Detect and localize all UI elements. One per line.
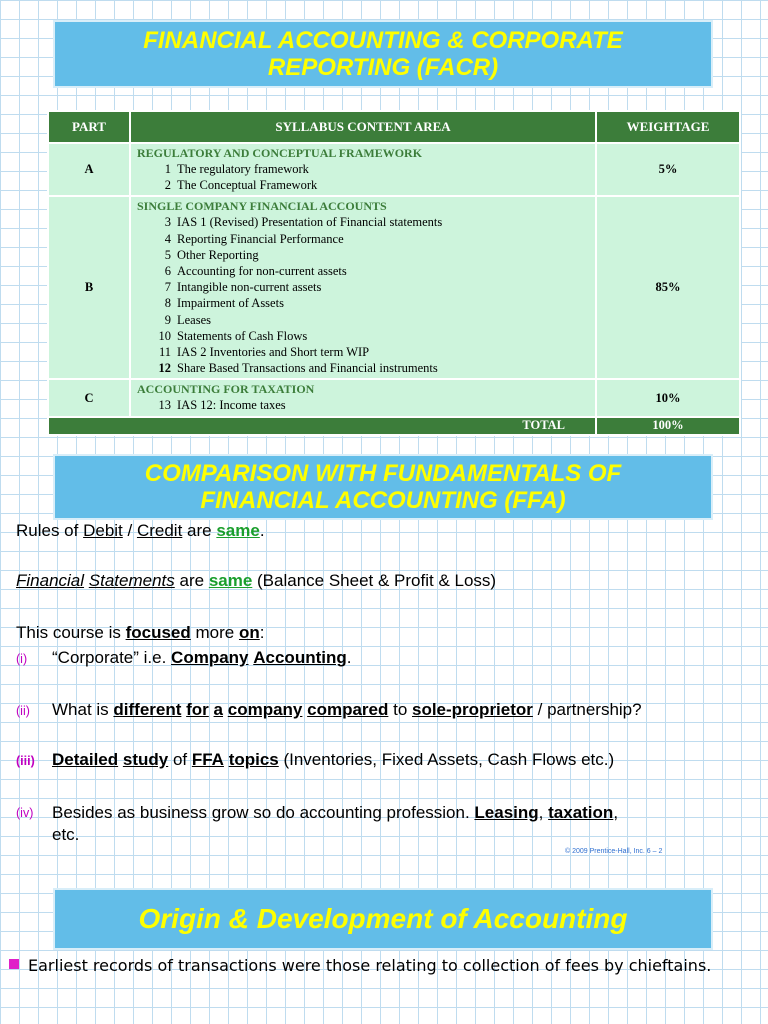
total-label: TOTAL: [48, 417, 596, 435]
leasing-term: Leasing: [474, 803, 539, 822]
origin-title: Origin & Development of Accounting: [138, 903, 628, 934]
text-segment: ,: [613, 803, 619, 822]
roman-numeral: (iv): [16, 806, 34, 820]
topic-item: [137, 161, 589, 177]
topic-item: [137, 344, 589, 360]
text-segment: Rules of: [16, 521, 84, 540]
square-bullet-icon: [9, 959, 19, 969]
table-row: [48, 379, 740, 416]
text-segment: to: [388, 700, 412, 719]
topic-number: 3: [164, 215, 171, 230]
statements-line: [16, 571, 496, 591]
origin-title-banner: [53, 888, 713, 950]
section-title: REGULATORY AND CONCEPTUAL FRAMEWORK: [137, 146, 423, 160]
for-term: for: [186, 700, 209, 719]
text-segment: :: [259, 623, 265, 642]
topic-number: 8: [164, 296, 171, 311]
content-area: [130, 196, 596, 379]
part-label: B: [48, 196, 130, 379]
topic-text: Other Reporting: [177, 247, 259, 262]
topic-text: IAS 1 (Revised) Presentation of Financial statements: [177, 215, 443, 230]
debit-term: Debit: [83, 521, 123, 540]
topic-number: 6: [164, 264, 171, 279]
topic-number: 2: [164, 178, 171, 193]
content-area: [130, 143, 596, 196]
taxation-term: taxation: [548, 803, 614, 822]
text-segment: / partnership?: [532, 700, 642, 719]
topic-number: 11: [158, 345, 171, 360]
text-segment: (Inventories, Fixed Assets, Cash Flows etc.): [278, 750, 615, 769]
text-segment: This course is: [16, 623, 126, 642]
bullet-text: Earliest records of transactions were those relating to collection of fees by chieftains.: [28, 956, 712, 975]
section-title: ACCOUNTING FOR TAXATION: [137, 382, 315, 397]
topic-item: [137, 231, 589, 247]
detailed-term: Detailed: [52, 750, 119, 769]
text-segment: etc.: [52, 825, 80, 844]
topic-text: The Conceptual Framework: [177, 178, 318, 193]
text-segment: .: [346, 648, 352, 667]
text-segment: are: [174, 571, 209, 590]
roman-numeral: (iii): [16, 754, 35, 768]
different-term: different: [113, 700, 182, 719]
topic-item: [137, 295, 589, 311]
topic-text: The regulatory framework: [177, 162, 309, 176]
part-label: A: [48, 143, 130, 196]
topics-term: topics: [228, 750, 279, 769]
text-segment: Besides as business grow so do accounting profession.: [52, 803, 475, 822]
comparison-title-banner: [53, 454, 713, 520]
text-segment: /: [122, 521, 137, 540]
text-segment: more: [190, 623, 239, 642]
text-segment: (Balance Sheet & Profit & Loss): [252, 571, 497, 590]
syllabus-table: [47, 110, 741, 436]
part-label: C: [48, 379, 130, 416]
header-part: PART: [48, 111, 130, 143]
focused-term: focused: [125, 623, 191, 642]
weightage-value: 10%: [596, 379, 740, 416]
ffa-term: FFA: [191, 750, 224, 769]
table-row: [48, 196, 740, 379]
copyright-note: © 2009 Prentice-Hall, Inc. 6 – 2: [565, 848, 663, 855]
topic-text: IAS 12: Income taxes: [177, 398, 286, 413]
total-value: 100%: [596, 417, 740, 435]
topic-text: Reporting Financial Performance: [177, 231, 344, 246]
weightage-value: 5%: [596, 143, 740, 196]
topic-item: [137, 397, 589, 413]
content-area: [130, 379, 596, 416]
origin-bullet: [6, 954, 758, 978]
topic-item: [137, 263, 589, 279]
list-item: [52, 648, 351, 668]
topic-item: [137, 328, 589, 344]
topic-item: [137, 279, 589, 295]
topic-text: IAS 2 Inventories and Short term WIP: [177, 345, 370, 360]
text-segment: are: [182, 521, 217, 540]
topic-text: Intangible non-current assets: [177, 280, 322, 295]
topic-number: 4: [164, 231, 171, 246]
sole-proprietor-term: sole-proprietor: [412, 700, 533, 719]
topic-item: [137, 312, 589, 328]
credit-term: Credit: [136, 521, 183, 540]
text-segment: .: [259, 521, 265, 540]
table-row: [48, 143, 740, 196]
comparison-title: COMPARISON WITH FUNDAMENTALS OF FINANCIAL ACCOUNTING (FFA): [144, 460, 622, 514]
total-row: [48, 417, 740, 435]
topic-text: Leases: [177, 312, 212, 327]
text-segment: of: [168, 750, 192, 769]
text-segment: “Corporate” i.e.: [52, 648, 172, 667]
same-emphasis: same: [216, 521, 260, 540]
topic-number: 13: [158, 398, 171, 413]
topic-text: Accounting for non-current assets: [177, 264, 347, 279]
facr-title: FINANCIAL ACCOUNTING & CORPORATE REPORTING (FACR): [143, 27, 623, 81]
topic-number: 1: [164, 162, 171, 176]
a-term: a: [213, 700, 224, 719]
roman-numeral: (ii): [16, 704, 30, 718]
text-segment: What is: [52, 700, 114, 719]
accounting-term: Accounting: [253, 648, 347, 667]
topic-number: 12: [158, 361, 171, 376]
roman-numeral: (i): [16, 652, 28, 666]
rules-line: [16, 521, 265, 541]
company-term: Company: [171, 648, 249, 667]
topic-text: Impairment of Assets: [177, 296, 284, 311]
study-term: study: [122, 750, 169, 769]
list-item: [52, 802, 752, 846]
section-title: SINGLE COMPANY FINANCIAL ACCOUNTS: [137, 199, 387, 214]
header-content-area: SYLLABUS CONTENT AREA: [130, 111, 596, 143]
header-weightage: WEIGHTAGE: [596, 111, 740, 143]
list-item: [52, 700, 642, 720]
topic-number: 9: [164, 312, 171, 327]
topic-number: 10: [158, 328, 171, 343]
topic-number: 5: [164, 247, 171, 262]
weightage-value: 85%: [596, 196, 740, 379]
topic-item: [137, 214, 589, 230]
topic-item: [137, 177, 589, 193]
list-item: [52, 750, 614, 770]
topic-text: Statements of Cash Flows: [177, 328, 308, 343]
financial-term: Financial: [16, 571, 85, 590]
table-header-row: [48, 111, 740, 143]
compared-term: compared: [307, 700, 389, 719]
topic-text: Share Based Transactions and Financial instruments: [177, 361, 438, 376]
statements-term: Statements: [88, 571, 175, 590]
topic-item: [137, 360, 589, 376]
facr-title-banner: [53, 20, 713, 88]
text-segment: ,: [538, 803, 549, 822]
same-emphasis: same: [208, 571, 253, 590]
topic-item: [137, 247, 589, 263]
on-term: on: [238, 623, 260, 642]
focus-line: [16, 623, 264, 643]
company-term: company: [227, 700, 303, 719]
topic-number: 7: [164, 280, 171, 295]
